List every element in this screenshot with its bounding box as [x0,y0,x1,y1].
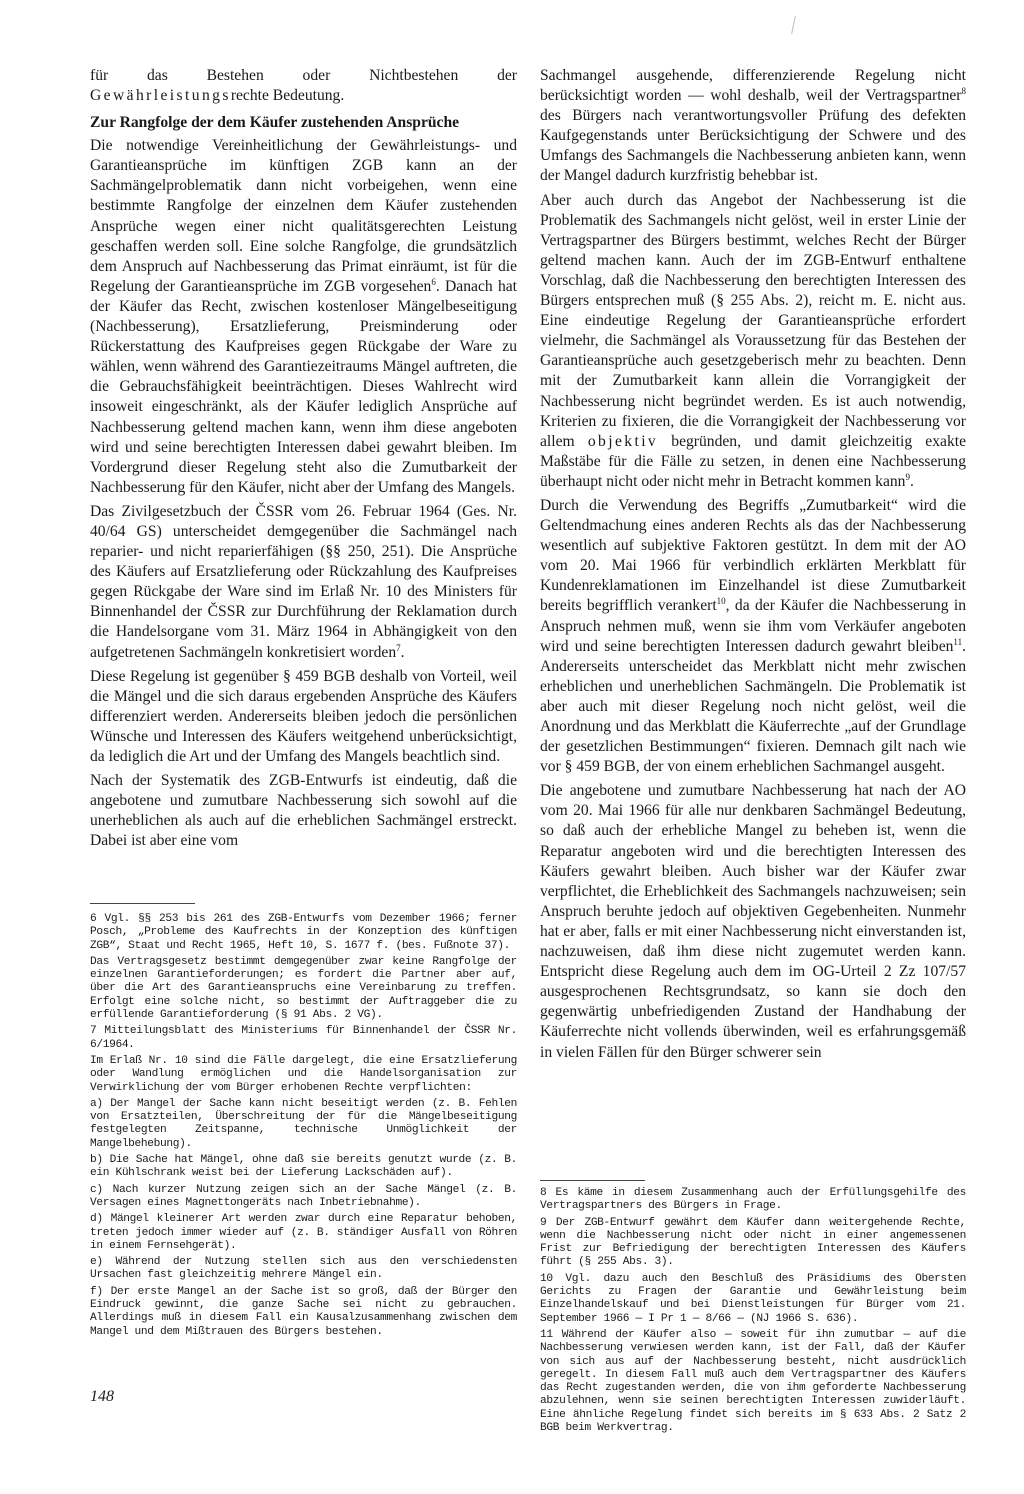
left-column [90,66,517,855]
footnotes-right [540,1187,966,1438]
footnote-rule [540,1180,645,1181]
footnote-ref: 10 [716,596,726,607]
footnote: Das Vertragsgesetz bestimmt demgegenüber zwar keine Rangfolge der einzelnen Garantieforderungen; es fordert die Partner aber auf, über die Art des Garantieanspruchs eine Vereinbarung zu treffen. Erfolgt eine solche nicht, so bestimmt der Auftraggeber die zu erfüllende Garantieforderung (§ 91 Abs. 2 VG). [90,955,517,1022]
paragraph: Aber auch durch das Angebot der Nachbesserung ist die Problematik des Sachmangels nicht gelöst, weil in erster Linie der Vertragspartner des Bürgers bestimmt, welches Recht der Bürger geltend machen kann. Auch der im ZGB-Entwurf enthaltene Vorschlag, daß die Nachbesserung den berechtigten Interessen des Bürgers entsprechen muß (§ 255 Abs. 2), reicht m. E. nicht aus. Eine eindeutige Regelung der Garantieansprüche erfordert vielmehr, die Sachmängel als Voraussetzung für das Bestehen der Garantieansprüche auch gesetzgeberisch mehr zu beachten. Denn mit der Zumutbarkeit kann allein die Vorrangigkeit der Nachbesserung nicht begründet werden. Es ist auch notwendig, Kriterien zu fixieren, die die Vorrangigkeit der Nachbesserung vor allem objektiv begründen, und damit gleichzeitig exakte Maßstäbe für die Fälle zu setzen, in denen eine Nachbesserung überhaupt nicht oder nicht mehr in Betracht kommen kann$^9$. [540,191,966,490]
emphasis-spaced: objektiv [587,432,659,450]
paragraph: Durch die Verwendung des Begriffs „Zumutbarkeit“ wird die Geltendmachung eines anderen Rechts als das der Nachbesserung wesentlich auf subjektive Faktoren gestützt. In dem mit der AO vom 20. Mai 1966 für verbindlich erklärten Merkblatt für Kundenreklamationen im Einzelhandel ist diese Zumutbarkeit bereits begrifflich verankert$^{10}$, da der Käufer die Nachbesserung in Anspruch nehmen muß, wenn sie ihm vom Verkäufer angeboten wird und seine berechtigten Interessen dadurch gewahrt bleiben$^{11}$. Andererseits unterscheidet das Merkblatt nicht mehr zwischen erheblichen und unerheblichen Sachmängeln. Die Problematik ist aber auch mit dieser Regelung noch nicht gelöst, weil die Anordnung und das Merkblatt die Käuferrechte „auf der Grundlage der gesetzlichen Bestimmungen“ fixieren. Demnach gilt nach wie vor § 459 BGB, der von einem erheblichen Sachmangel ausgeht. [540,496,967,776]
section-heading: Zur Rangfolge der dem Käufer zustehenden Ansprüche [90,114,460,132]
paragraph: Diese Regelung ist gegenüber § 459 BGB deshalb von Vorteil, weil die Mängel und die sich daraus ergebenden Ansprüche des Käufers differenziert werden. Andererseits bleiben jedoch die persönlichen Wünsche und Interessen des Käufers weitgehend unberücksichtigt, da lediglich die Art und der Umfang des Mangels beachtlich sind. [90,667,517,765]
footnote: 8 Es käme in diesem Zusammenhang auch der Erfüllungsgehilfe des Vertragspartners des Bürgers in Frage. [540,1187,966,1213]
footnote: f) Der erste Mangel an der Sache ist so groß, daß der Bürger den Eindruck gewinnt, die ganze Sache sei nicht zu gebrauchen. Allerdings muß in diesem Fall ein Kausalzusammenhang zwischen dem Mangel und dem Mißtrauen des Bürgers bestehen. [90,1285,517,1338]
footnote-ref: 7 [396,642,401,653]
paragraph: Die notwendige Vereinheitlichung der Gewährleistungs- und Garantieansprüche im künftigen ZGB kann an der Sachmängelproblematik dann nicht vorbeigehen, wenn eine bestimmte Rangfolge der einzelnen dem Käufer zustehenden Ansprüche wegen einer nicht qualitätsgerechten Leistung geschaffen werden soll. Eine solche Rangfolge, die grundsätzlich dem Anspruch auf Nachbesserung das Primat einräumt, ist für die Regelung der Garantieansprüche im ZGB vorgesehen$^6$. Danach hat der Käufer das Recht, zwischen kostenloser Mängelbeseitigung (Nachbesserung), Ersatzlieferung, Preisminderung oder Rückerstattung des Kaufpreises gegen Rückgabe der Ware zu wählen, wenn während des Garantiezeitraums Mängel auftreten, die die Gebrauchsfähigkeit beeinträchtigen. Dieses Wahlrecht wird insoweit eingeschränkt, als der Käufer lediglich Ansprüche auf Nachbesserung geltend machen kann, wenn ihm diese angeboten wird und seine berechtigten Interessen dabei gewahrt bleiben. Im Vordergrund dieser Regelung steht also die Zumutbarkeit der Nachbesserung für den Käufer, nicht aber der Umfang des Mangels. [90,137,517,496]
footnote-ref: 9 [905,471,910,482]
footnote-ref: 8 [961,85,966,96]
footnote: Im Erlaß Nr. 10 sind die Fälle dargelegt, die eine Ersatzlieferung oder Wandlung ermöglichen und die Handelsorganisation zur Verwirklichung der vom Bürger erhobenen Rechte verpflichten: [90,1054,517,1094]
footnote: 11 Während der Käufer also — soweit für ihn zumutbar — auf die Nachbesserung verwiesen werden kann, ist der Fall, daß der Käufer von sich aus auf der Nachbesserung besteht, nicht ausdrücklich geregelt. In diesem Fall muß auch dem Vertragspartner des Käufers das Recht zugestanden werden, die von ihm geforderte Nachbesserung abzulehnen, wenn sie seinen berechtigten Interessen zuwiderläuft. Eine ähnliche Regelung findet sich bereits im § 633 Abs. 2 Satz 2 BGB beim Werkvertrag. [540,1328,966,1435]
footnote: 10 Vgl. dazu auch den Beschluß des Präsidiums des Obersten Gerichts zu Fragen der Garantie und Gewährleistung beim Einzelhandelskauf und bei Dienstleistungen für Bürger vom 21. September 1966 — I Pr 1 — 8/66 — (NJ 1966 S. 636). [540,1272,966,1325]
footnote-ref: 11 [953,636,963,647]
footnote: d) Mängel kleinerer Art werden zwar durch eine Reparatur behoben, treten jedoch immer wieder auf (z. B. ständiger Ausfall von Röhren in einem Fernsehgerät). [90,1213,517,1252]
continuation-paragraph: für das Bestehen oder Nichtbestehen der Gewährleistungsrechte Bedeutung. [90,67,517,105]
paragraph: Das Zivilgesetzbuch der ČSSR vom 26. Februar 1964 (Ges. Nr. 40/64 GS) unterscheidet demgegenüber die Sachmängel nach reparier- und nicht reparierfähigen (§§ 250, 251). Die Ansprüche des Käufers auf Ersatzlieferung oder Rückzahlung des Kaufpreises gegen Rückgabe der Ware sind im Erlaß Nr. 10 des Ministers für Binnenhandel der ČSSR zur Durchführung der Reklamation durch die Handelsorgane vom 31. März 1964 in Abhängigkeit von den aufgetretenen Sachmängeln konkretisiert worden$^7$. [90,502,517,661]
footnote: e) Während der Nutzung stellen sich aus den verschiedensten Ursachen fast gleichzeitig mehrere Mängel ein. [90,1256,517,1282]
footnote: b) Die Sache hat Mängel, ohne daß sie bereits genutzt wurde (z. B. ein Kühlschrank weist bei der Lieferung Lackschäden auf). [90,1154,517,1180]
footnote: 6 Vgl. §§ 253 bis 261 des ZGB-Entwurfs vom Dezember 1966; ferner Posch, „Probleme des Kaufrechts in der Konzeption des künftigen ZGB“, Staat und Recht 1965, Heft 10, S. 1677 f. (bes. Fußnote 37). [90,913,517,952]
paragraph: Nach der Systematik des ZGB-Entwurfs ist eindeutig, daß die angebotene und zumutbare Nachbesserung sich sowohl auf die unerheblichen als auch auf die erheblichen Sachmängel erstreckt. Dabei ist aber eine vom [90,772,517,850]
footnote: 9 Der ZGB-Entwurf gewährt dem Käufer dann weitergehende Rechte, wenn die Nachbesserung nicht oder nicht in einer angemessenen Frist zur Befriedigung der berechtigten Interessen des Käufers führt (§ 255 Abs. 3). [540,1216,966,1269]
margin-mark [791,16,796,34]
footnotes-left [90,913,517,1342]
footnote: a) Der Mangel der Sache kann nicht beseitigt werden (z. B. Fehlen von Ersatzteilen, Überschreitung der für die Mängelbeseitigung festgelegten Zeitspanne, technische Unmöglichkeit der Mangelbehebung). [90,1097,517,1150]
page-number: 148 [90,1388,114,1405]
paragraph: Die angebotene und zumutbare Nachbesserung hat nach der AO vom 20. Mai 1966 für alle nur denkbaren Sachmängel Bedeutung, so daß auch der erhebliche Mangel zu beheben ist, wenn die Reparatur angeboten wird und die berechtigten Interessen des Käufers gewahrt bleiben. Auch bisher war der Käufer zwar verpflichtet, die Erheblichkeit des Sachmangels nachzuweisen; sein Anspruch beruhte jedoch auf objektiven Gegebenheiten. Nunmehr hat er aber, falls er mit einer Nachbesserung nicht einverstanden ist, nachzuweisen, daß ihm diese nicht zugemutet werden kann. Entspricht diese Regelung auch dem im OG-Urteil 2 Zz 107/57 ausgesprochenen Rechtsgrundsatz, so kann sie doch den gegenwärtig unbefriedigenden Zustand der Handhabung der Käuferrechte nicht vollends überwinden, weil es erfahrungsgemäß in vielen Fällen für den Bürger schwerer sein [540,782,966,1061]
footnote-rule [90,903,195,904]
footnote-ref: 6 [431,276,436,287]
footnote: c) Nach kurzer Nutzung zeigen sich an der Sache Mängel (z. B. Versagen eines Magnettongeräts nach Inbetriebnahme). [90,1183,517,1209]
footnote: 7 Mitteilungsblatt des Ministeriums für Binnenhandel der ČSSR Nr. 6/1964. [90,1025,517,1051]
right-column [540,66,966,1067]
paragraph: Sachmangel ausgehende, differenzierende Regelung nicht berücksichtigt worden — wohl deshalb, weil der Vertragspartner$^8$ des Bürgers nach verantwortungsvoller Prüfung des defekten Kaufgegenstands unter Berücksichtigung der Schwere und des Umfangs des Sachmangels die Nachbesserung anbieten kann, wenn der Mangel dadurch kurzfristig behebbar ist. [540,67,966,185]
